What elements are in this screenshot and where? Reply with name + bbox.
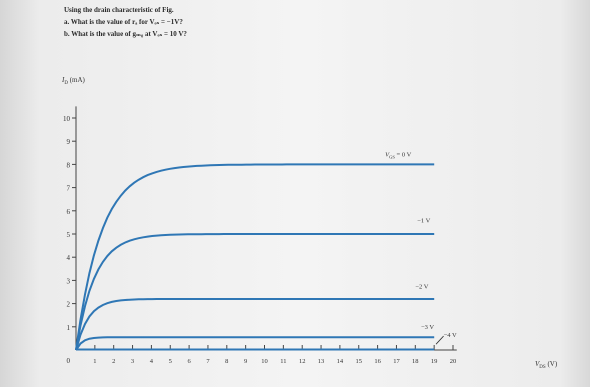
x-tick-label: 14 (336, 358, 344, 365)
y-tick-label: 3 (66, 277, 70, 286)
question-a: a. What is the value of rₐ for Vₒₛ = −1V? (64, 18, 183, 26)
x-tick-label: 4 (149, 358, 154, 365)
question-heading: Using the drain characteristic of Fig. (64, 6, 174, 14)
curve-label-minus-3: −3 V (420, 324, 435, 332)
y-axis-title: $I_D$ (mA) (62, 76, 85, 86)
curve-series-2 (76, 299, 434, 350)
curve-label-minus-4-leader (436, 336, 444, 344)
x-tick-label: 15 (355, 358, 362, 365)
y-tick-label: 4 (66, 254, 70, 263)
x-tick-label: 5 (168, 358, 172, 365)
x-tick-label: 9 (244, 358, 248, 365)
curve-series-3 (76, 337, 434, 350)
x-tick-label: 13 (317, 358, 325, 365)
curve-series-0 (76, 164, 434, 350)
curve-label-minus-1: −1 V (417, 217, 431, 225)
x-tick-label: 12 (298, 358, 306, 365)
x-axis-title: $V_{DS}$ (V) (535, 360, 558, 370)
y-tick-label: 8 (66, 161, 70, 170)
y-tick-label: 9 (66, 138, 70, 147)
y-tick-label: 2 (66, 300, 70, 309)
x-tick-label: 2 (112, 358, 116, 365)
question-b: b. What is the value of gₘ₀ at Vₒₛ = 10 V? (64, 30, 187, 38)
x-tick-label: 8 (225, 358, 229, 365)
curve-label-minus-2: −2 V (415, 283, 429, 291)
curve-series-1 (76, 234, 434, 350)
x-tick-label: 18 (412, 358, 419, 365)
x-tick-label: 16 (374, 358, 381, 365)
curve-label-vgs-0: $V_{GS} = 0$ V (385, 151, 412, 160)
x-tick-label: 1 (93, 358, 97, 365)
x-tick-label: 19 (430, 358, 438, 365)
y-tick-label: 1 (66, 323, 70, 332)
x-tick-label: 10 (261, 358, 268, 365)
x-tick-label: 17 (393, 358, 400, 365)
origin-label: 0 (66, 357, 70, 365)
x-tick-label: 11 (280, 358, 287, 365)
labels-group (61, 76, 558, 370)
curve-label-minus-4: −4 V (443, 332, 457, 340)
y-tick-label: 5 (66, 231, 70, 239)
x-tick-label: 7 (206, 358, 210, 365)
y-tick-label: 6 (66, 207, 70, 216)
y-tick-label: 10 (63, 115, 70, 123)
y-tick-label: 7 (66, 184, 70, 193)
curves-group (76, 164, 434, 350)
axes-group (72, 106, 457, 350)
x-tick-label: 3 (130, 358, 135, 365)
x-tick-label: 20 (449, 358, 457, 365)
x-tick-label: 6 (187, 358, 191, 365)
